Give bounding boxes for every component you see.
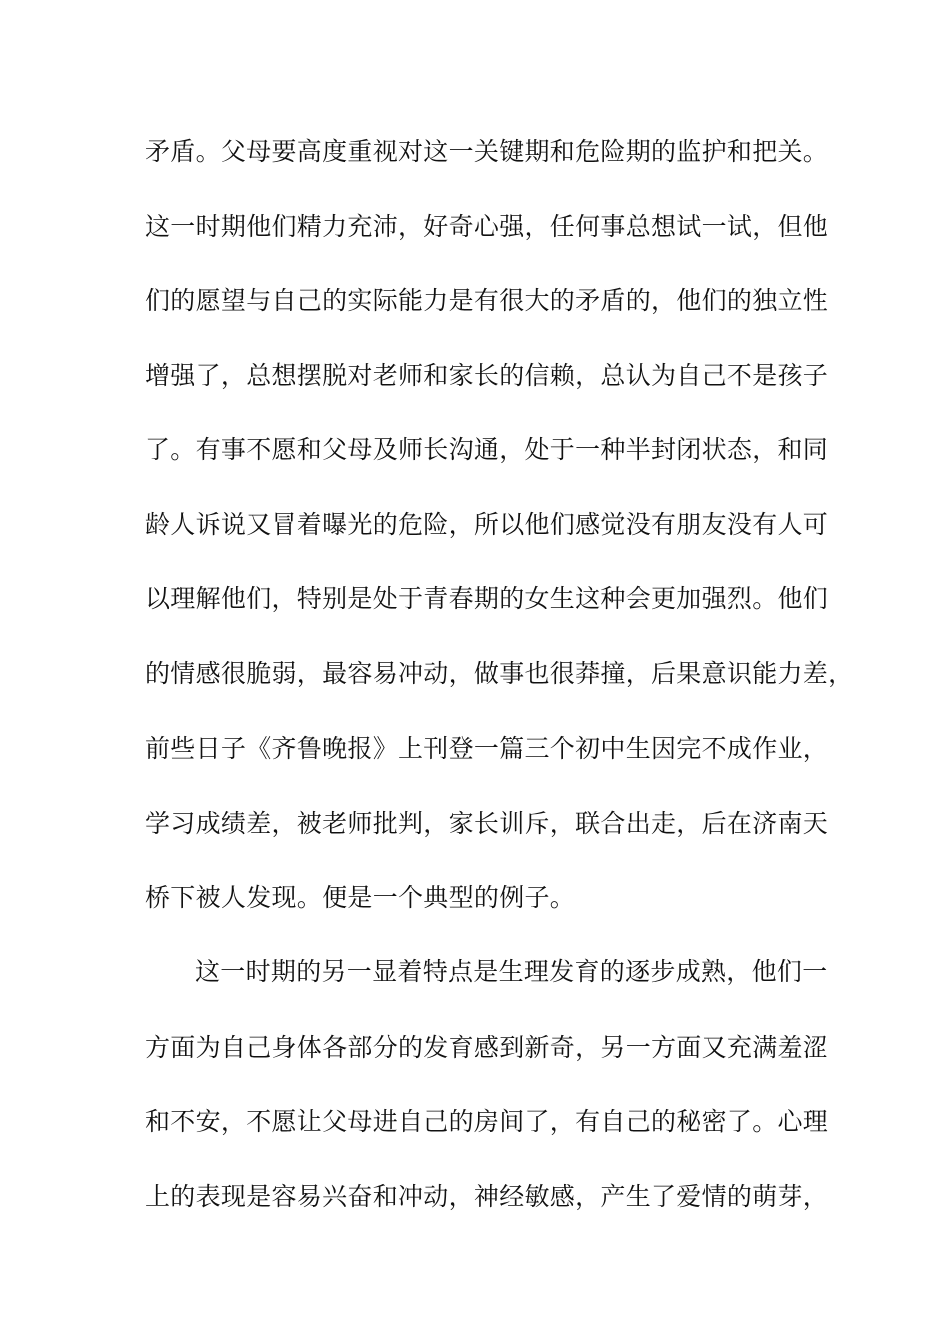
text-line-1: 矛盾。父母要高度重视对这一关键期和危险期的监护和把关。 [145, 137, 829, 166]
text-line-8: 的情感很脆弱，最容易冲动，做事也很莽撞，后果意识能力差， [145, 659, 854, 688]
text-line-15: 上的表现是容易兴奋和冲动，神经敏感，产生了爱情的萌芽， [145, 1182, 829, 1211]
text-line-13: 方面为自己身体各部分的发育感到新奇，另一方面又充满羞涩 [145, 1033, 829, 1062]
text-line-10: 学习成绩差，被老师批判，家长训斥，联合出走，后在济南天 [145, 809, 829, 838]
text-line-14: 和不安，不愿让父母进自己的房间了，有自己的秘密了。心理 [145, 1107, 829, 1136]
text-line-4: 增强了，总想摆脱对老师和家长的信赖，总认为自己不是孩子 [145, 361, 829, 390]
text-line-11: 桥下被人发现。便是一个典型的例子。 [145, 883, 576, 912]
text-line-6: 龄人诉说又冒着曝光的危险，所以他们感觉没有朋友没有人可 [145, 510, 829, 539]
text-line-12: 这一时期的另一显着特点是生理发育的逐步成熟，他们一 [195, 957, 828, 986]
text-line-3: 们的愿望与自己的实际能力是有很大的矛盾的，他们的独立性 [145, 286, 829, 315]
text-line-2: 这一时期他们精力充沛，好奇心强，任何事总想试一试，但他 [145, 212, 829, 241]
text-line-5: 了。有事不愿和父母及师长沟通，处于一种半封闭状态，和同 [145, 435, 829, 464]
text-line-7: 以理解他们，特别是处于青春期的女生这种会更加强烈。他们 [145, 584, 829, 613]
text-line-9: 前些日子《齐鲁晚报》上刊登一篇三个初中生因完不成作业， [145, 734, 829, 763]
